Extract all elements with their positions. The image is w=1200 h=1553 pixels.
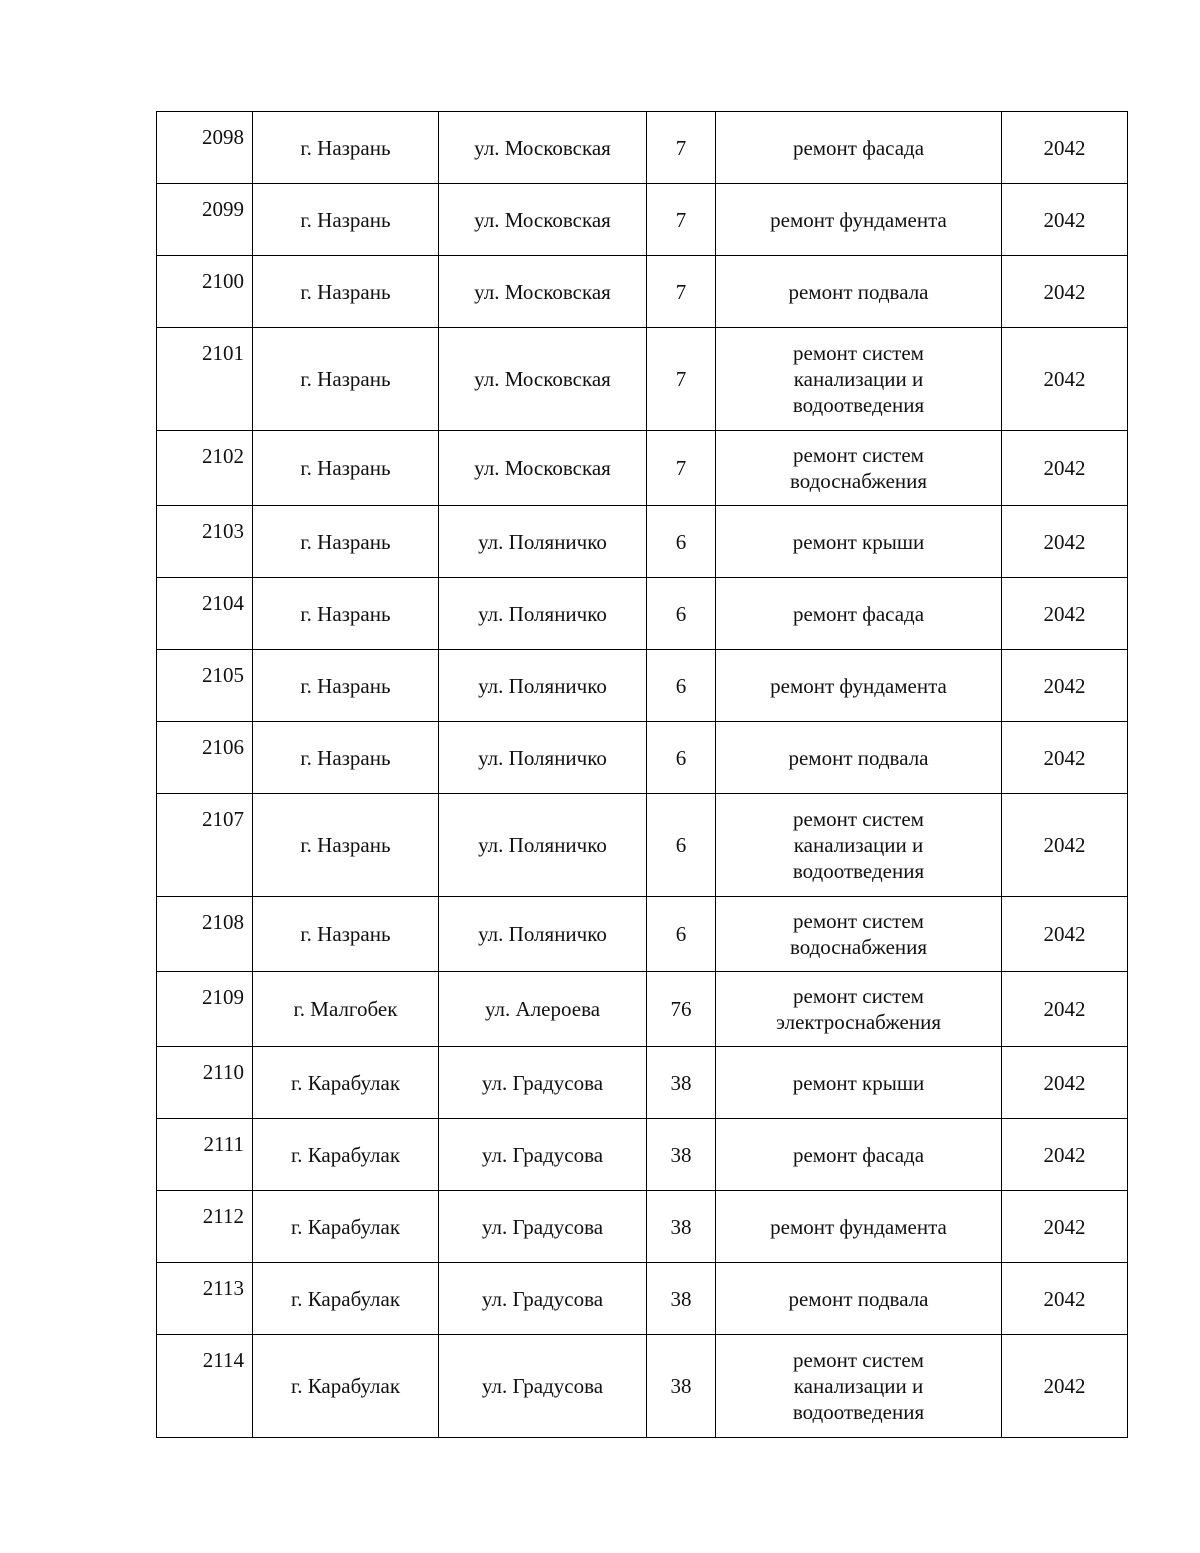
house-number-cell: 6 [647, 506, 716, 578]
street-cell: ул. Градусова [439, 1191, 647, 1263]
table-row [157, 722, 1128, 794]
year-cell: 2042 [1002, 794, 1128, 897]
year-cell: 2042 [1002, 256, 1128, 328]
work-type-cell: ремонт крыши [716, 506, 1002, 578]
house-number-cell: 38 [647, 1119, 716, 1191]
row-number-cell: 2109 [157, 972, 253, 1047]
repair-schedule-table [156, 111, 1128, 1438]
house-number-cell: 38 [647, 1047, 716, 1119]
row-number-cell: 2099 [157, 184, 253, 256]
year-cell: 2042 [1002, 578, 1128, 650]
city-cell: г. Назрань [253, 897, 439, 972]
work-type-cell: ремонт фасада [716, 578, 1002, 650]
street-cell: ул. Градусова [439, 1119, 647, 1191]
row-number-cell: 2105 [157, 650, 253, 722]
street-cell: ул. Московская [439, 256, 647, 328]
house-number-cell: 7 [647, 256, 716, 328]
city-cell: г. Назрань [253, 184, 439, 256]
street-cell: ул. Московская [439, 112, 647, 184]
work-type-cell: ремонт крыши [716, 1047, 1002, 1119]
year-cell: 2042 [1002, 184, 1128, 256]
row-number-cell: 2111 [157, 1119, 253, 1191]
city-cell: г. Карабулак [253, 1119, 439, 1191]
city-cell: г. Карабулак [253, 1263, 439, 1335]
house-number-cell: 7 [647, 112, 716, 184]
house-number-cell: 6 [647, 722, 716, 794]
city-cell: г. Малгобек [253, 972, 439, 1047]
street-cell: ул. Поляничко [439, 722, 647, 794]
city-cell: г. Назрань [253, 506, 439, 578]
table-row [157, 1335, 1128, 1438]
row-number-cell: 2113 [157, 1263, 253, 1335]
table-body [157, 112, 1128, 1438]
row-number-cell: 2112 [157, 1191, 253, 1263]
year-cell: 2042 [1002, 1191, 1128, 1263]
street-cell: ул. Поляничко [439, 897, 647, 972]
work-type-cell: ремонт фасада [716, 1119, 1002, 1191]
table-row [157, 1263, 1128, 1335]
house-number-cell: 76 [647, 972, 716, 1047]
work-type-cell: ремонт подвала [716, 256, 1002, 328]
work-type-cell: ремонт фундамента [716, 1191, 1002, 1263]
street-cell: ул. Градусова [439, 1047, 647, 1119]
work-type-cell: ремонт систем канализации и водоотведения [716, 328, 1002, 431]
row-number-cell: 2102 [157, 431, 253, 506]
table-row [157, 112, 1128, 184]
work-type-cell: ремонт систем канализации и водоотведения [716, 1335, 1002, 1438]
house-number-cell: 38 [647, 1335, 716, 1438]
work-type-cell: ремонт подвала [716, 1263, 1002, 1335]
year-cell: 2042 [1002, 1263, 1128, 1335]
row-number-cell: 2106 [157, 722, 253, 794]
house-number-cell: 38 [647, 1191, 716, 1263]
row-number-cell: 2104 [157, 578, 253, 650]
city-cell: г. Карабулак [253, 1047, 439, 1119]
house-number-cell: 6 [647, 650, 716, 722]
year-cell: 2042 [1002, 1047, 1128, 1119]
year-cell: 2042 [1002, 650, 1128, 722]
year-cell: 2042 [1002, 972, 1128, 1047]
year-cell: 2042 [1002, 431, 1128, 506]
row-number-cell: 2114 [157, 1335, 253, 1438]
street-cell: ул. Алероева [439, 972, 647, 1047]
table-row [157, 506, 1128, 578]
year-cell: 2042 [1002, 1119, 1128, 1191]
work-type-cell: ремонт фундамента [716, 184, 1002, 256]
street-cell: ул. Московская [439, 184, 647, 256]
street-cell: ул. Московская [439, 431, 647, 506]
table-row [157, 794, 1128, 897]
city-cell: г. Карабулак [253, 1191, 439, 1263]
city-cell: г. Назрань [253, 328, 439, 431]
city-cell: г. Назрань [253, 794, 439, 897]
row-number-cell: 2108 [157, 897, 253, 972]
table-row [157, 1047, 1128, 1119]
work-type-cell: ремонт систем электроснабжения [716, 972, 1002, 1047]
year-cell: 2042 [1002, 722, 1128, 794]
work-type-cell: ремонт фундамента [716, 650, 1002, 722]
work-type-cell: ремонт систем канализации и водоотведения [716, 794, 1002, 897]
row-number-cell: 2101 [157, 328, 253, 431]
row-number-cell: 2098 [157, 112, 253, 184]
house-number-cell: 7 [647, 431, 716, 506]
work-type-cell: ремонт систем водоснабжения [716, 431, 1002, 506]
city-cell: г. Назрань [253, 112, 439, 184]
table-row [157, 184, 1128, 256]
table-row [157, 897, 1128, 972]
year-cell: 2042 [1002, 506, 1128, 578]
row-number-cell: 2100 [157, 256, 253, 328]
year-cell: 2042 [1002, 112, 1128, 184]
table-row [157, 256, 1128, 328]
house-number-cell: 6 [647, 794, 716, 897]
street-cell: ул. Поляничко [439, 650, 647, 722]
street-cell: ул. Градусова [439, 1263, 647, 1335]
table-row [157, 431, 1128, 506]
work-type-cell: ремонт подвала [716, 722, 1002, 794]
work-type-cell: ремонт систем водоснабжения [716, 897, 1002, 972]
city-cell: г. Назрань [253, 431, 439, 506]
house-number-cell: 6 [647, 897, 716, 972]
row-number-cell: 2110 [157, 1047, 253, 1119]
table-row [157, 578, 1128, 650]
year-cell: 2042 [1002, 328, 1128, 431]
street-cell: ул. Градусова [439, 1335, 647, 1438]
row-number-cell: 2107 [157, 794, 253, 897]
table-row [157, 1191, 1128, 1263]
city-cell: г. Назрань [253, 256, 439, 328]
street-cell: ул. Поляничко [439, 506, 647, 578]
work-type-cell: ремонт фасада [716, 112, 1002, 184]
street-cell: ул. Московская [439, 328, 647, 431]
city-cell: г. Назрань [253, 578, 439, 650]
house-number-cell: 38 [647, 1263, 716, 1335]
row-number-cell: 2103 [157, 506, 253, 578]
house-number-cell: 7 [647, 328, 716, 431]
table-row [157, 328, 1128, 431]
house-number-cell: 6 [647, 578, 716, 650]
table-row [157, 650, 1128, 722]
city-cell: г. Назрань [253, 722, 439, 794]
street-cell: ул. Поляничко [439, 578, 647, 650]
house-number-cell: 7 [647, 184, 716, 256]
year-cell: 2042 [1002, 897, 1128, 972]
table-row [157, 1119, 1128, 1191]
city-cell: г. Карабулак [253, 1335, 439, 1438]
year-cell: 2042 [1002, 1335, 1128, 1438]
street-cell: ул. Поляничко [439, 794, 647, 897]
city-cell: г. Назрань [253, 650, 439, 722]
table-row [157, 972, 1128, 1047]
